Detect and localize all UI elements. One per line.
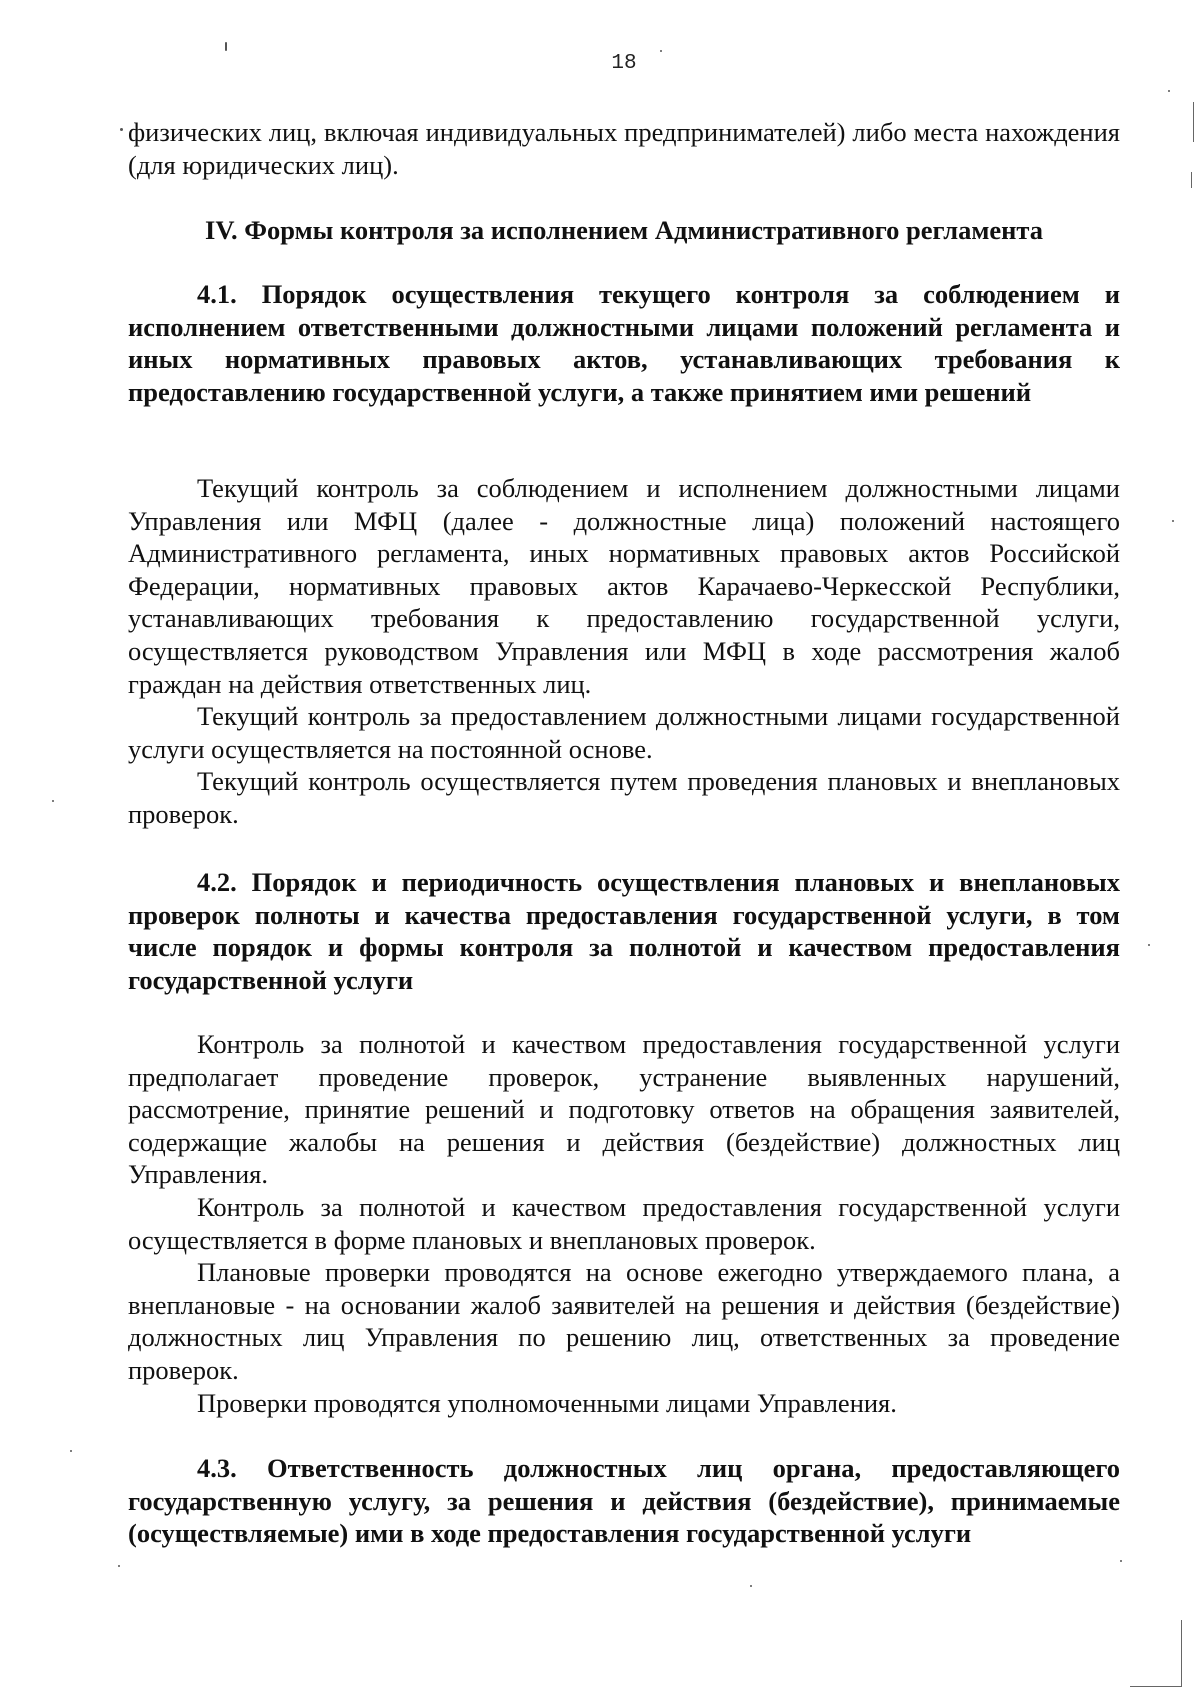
scan-speck bbox=[118, 1565, 120, 1567]
subsection-4-2-heading-block bbox=[128, 866, 1120, 996]
subsection-4-1-heading: 4.1. Порядок осуществления текущего контроля за соблюдением и исполнением ответственными должностными лицами положений регламента и иных нормативных правовых актов, устанавливающих требования к предоставлению государственной услуги, а также принятием ими решений bbox=[128, 279, 1120, 407]
scan-edge-mark bbox=[1193, 102, 1194, 142]
subsection-4-2-body bbox=[128, 1028, 1120, 1419]
scan-edge-mark bbox=[1191, 172, 1192, 188]
scan-speck bbox=[1172, 520, 1174, 522]
scan-speck bbox=[1168, 90, 1170, 92]
paragraph-4-2-1: Контроль за полнотой и качеством предоставления государственной услуги предполагает проведение проверок, устранение выявленных нарушений, рассмотрение, принятие решений и подготовку ответов на обращения заявителей, содержащие жалобы на решения и действия (бездействие) должностных лиц Управления. bbox=[128, 1029, 1120, 1190]
paragraph-4-1-3: Текущий контроль осуществляется путем проведения плановых и внеплановых проверок. bbox=[128, 766, 1120, 829]
scan-edge-mark bbox=[1130, 1686, 1182, 1687]
intro-block bbox=[128, 116, 1120, 181]
paragraph-4-2-2: Контроль за полнотой и качеством предоставления государственной услуги осуществляется в форме плановых и внеплановых проверок. bbox=[128, 1191, 1120, 1255]
scan-speck bbox=[225, 42, 227, 51]
section-title: IV. Формы контроля за исполнением Административного регламента bbox=[205, 215, 1043, 245]
scan-speck bbox=[1120, 1560, 1122, 1562]
subsection-4-2-heading: 4.2. Порядок и периодичность осуществления плановых и внеплановых проверок полноты и качества предоставления государственной услуги, в том числе порядок и формы контроля за полнотой и качеством предоставления государственной услуги bbox=[128, 867, 1120, 995]
subsection-4-3-heading-block bbox=[128, 1452, 1120, 1550]
subsection-4-1-heading-block bbox=[128, 278, 1120, 408]
paragraph-4-2-4: Проверки проводятся уполномоченными лицами Управления. bbox=[197, 1387, 897, 1418]
scan-speck bbox=[52, 800, 54, 802]
scan-speck bbox=[750, 1585, 752, 1587]
page-number: 18 bbox=[611, 52, 637, 75]
paragraph-4-2-3: Плановые проверки проводятся на основе ежегодно утверждаемого плана, а внеплановые - на основании жалоб заявителей на решения и действия (бездействие) должностных лиц Управления по решению лиц, ответственных за проведение проверок. bbox=[128, 1257, 1120, 1385]
subsection-4-1-body bbox=[128, 472, 1120, 831]
intro-paragraph: физических лиц, включая индивидуальных предпринимателей) либо места нахождения (для юридических лиц). bbox=[128, 117, 1120, 180]
scan-speck bbox=[70, 1450, 72, 1452]
paragraph-4-1-2: Текущий контроль за предоставлением должностными лицами государственной услуги осуществляется на постоянной основе. bbox=[128, 701, 1120, 764]
scan-speck bbox=[660, 50, 662, 52]
subsection-4-3-heading: 4.3. Ответственность должностных лиц органа, предоставляющего государственную услугу, за решения и действия (бездействие), принимаемые (осуществляемые) ими в ходе предоставления государственной услуги bbox=[128, 1453, 1120, 1549]
scan-speck bbox=[120, 128, 123, 131]
scan-speck bbox=[1148, 944, 1150, 946]
scan-edge-mark bbox=[1181, 1620, 1182, 1686]
paragraph-4-1-1: Текущий контроль за соблюдением и исполнением должностными лицами Управления или МФЦ (далее - должностные лица) положений настоящего Административного регламента, иных нормативных правовых актов Российской Федерации, нормативных правовых актов Карачаево-Черкесской Республики, устанавливающих требования к предоставлению государственной услуги, осуществляется руководством Управления или МФЦ в ходе рассмотрения жалоб граждан на действия ответственных лиц. bbox=[128, 473, 1120, 699]
